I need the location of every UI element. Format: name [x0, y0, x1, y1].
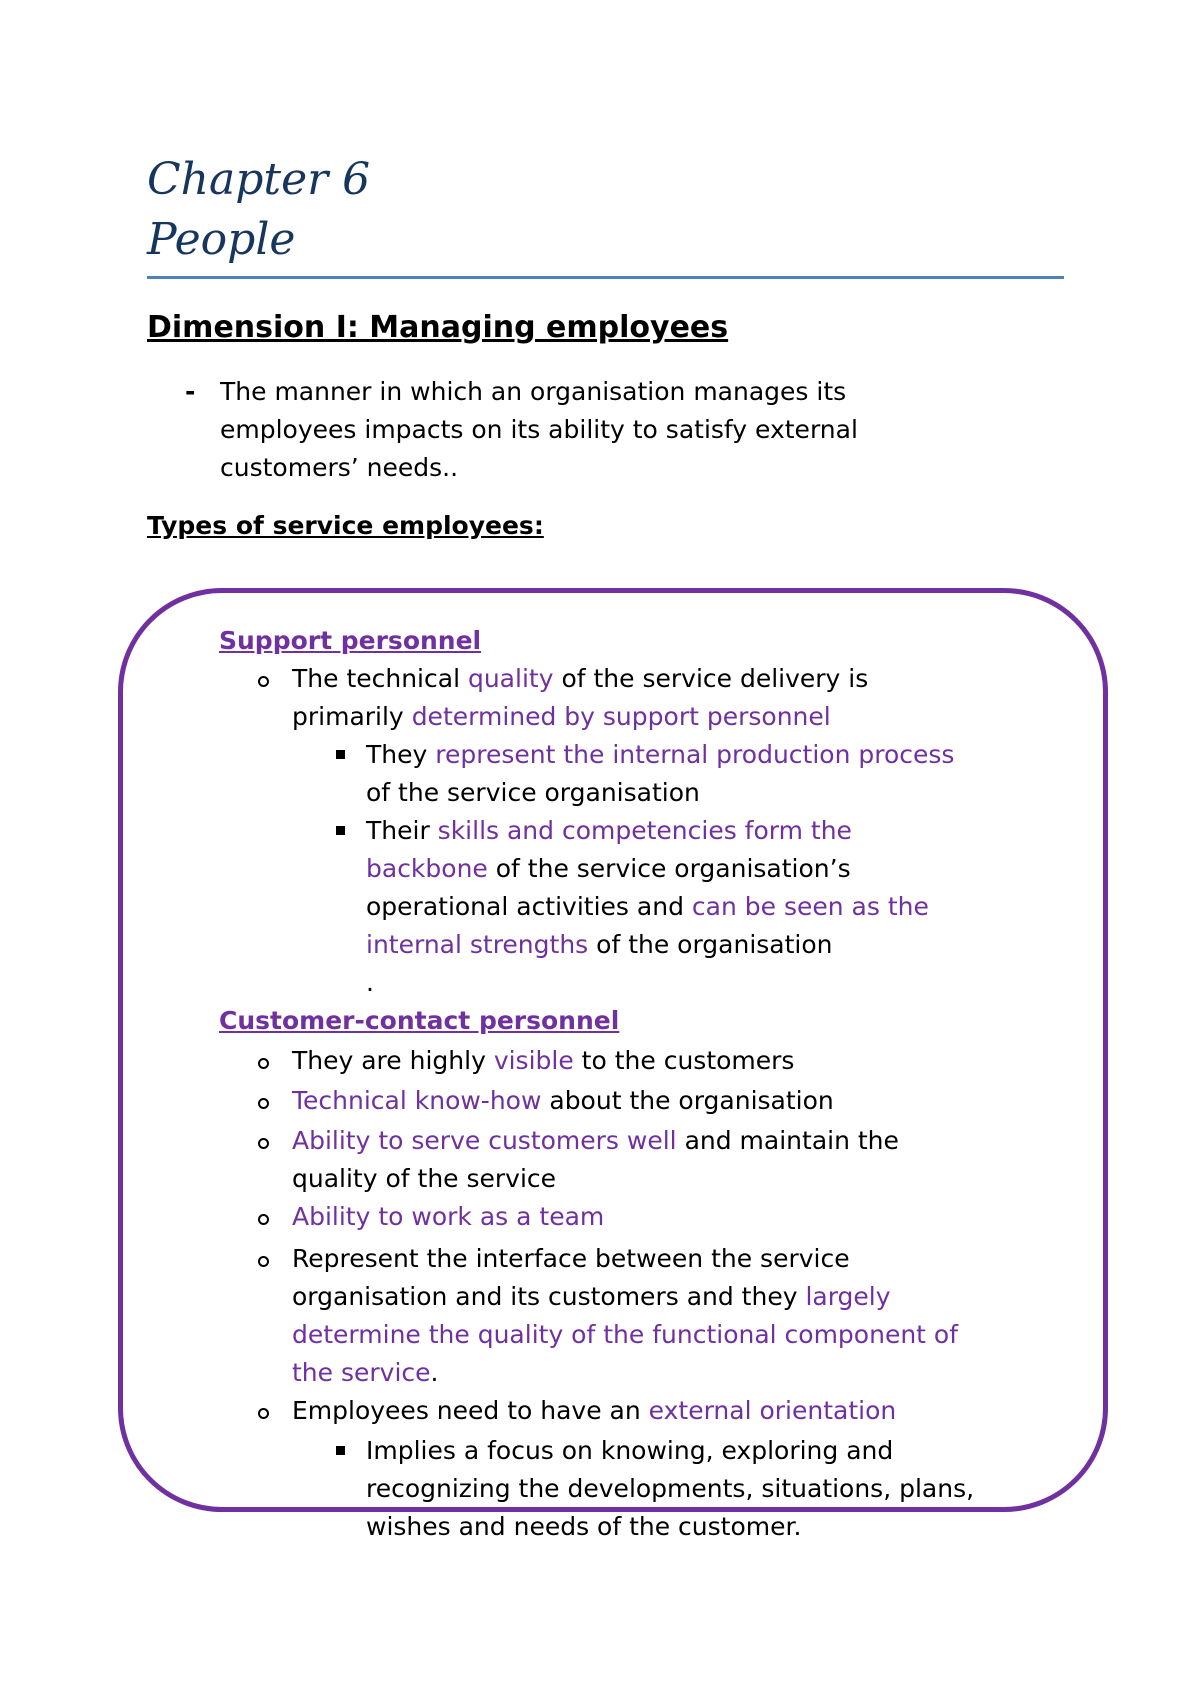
contact-point-4: Ability to work as a team: [292, 1202, 605, 1231]
contact-point-5-line-2: organisation and its customers and they largely: [292, 1282, 891, 1311]
square-bullet-icon: [336, 750, 345, 759]
support-subpoint-2-line-3: operational activities and can be seen as the: [366, 892, 929, 921]
support-subpoint-2-line-2: backbone of the service organisation’s: [366, 854, 851, 883]
contact-point-1: They are highly visible to the customers: [292, 1046, 795, 1075]
contact-point-5-line-1: Represent the interface between the service: [292, 1244, 850, 1273]
support-subpoint-2-line-1: Their skills and competencies form the: [366, 816, 852, 845]
intro-line: The manner in which an organisation manages its: [220, 377, 847, 406]
circle-bullet-icon: [258, 1408, 269, 1419]
types-heading: Types of service employees:: [147, 511, 544, 540]
support-subpoint-2-line-4: internal strengths of the organisation: [366, 930, 833, 959]
circle-bullet-icon: [258, 1058, 269, 1069]
contact-point-5-line-4: the service.: [292, 1358, 439, 1387]
dash-bullet: -: [185, 377, 196, 406]
circle-bullet-icon: [258, 1098, 269, 1109]
circle-bullet-icon: [258, 1138, 269, 1149]
contact-point-6: Employees need to have an external orientation: [292, 1396, 897, 1425]
chapter-title: [147, 150, 370, 270]
customer-contact-heading: Customer-contact personnel: [219, 1006, 620, 1035]
chapter-number: Chapter 6: [147, 154, 371, 205]
title-underline-rule: [147, 276, 1064, 279]
dimension-heading: Dimension I: Managing employees: [147, 310, 729, 345]
support-subpoint-1-line-2: of the service organisation: [366, 778, 700, 807]
chapter-name: People: [147, 214, 296, 265]
intro-line: employees impacts on its ability to satisfy external: [220, 415, 858, 444]
circle-bullet-icon: [258, 676, 269, 687]
contact-subpoint-line-2: recognizing the developments, situations, plans,: [366, 1474, 975, 1503]
contact-subpoint-line-1: Implies a focus on knowing, exploring and: [366, 1436, 894, 1465]
support-point-1-line-1: The technical quality of the service delivery is: [292, 664, 869, 693]
support-subpoint-1-line-1: They represent the internal production process: [366, 740, 955, 769]
circle-bullet-icon: [258, 1256, 269, 1267]
stray-period: .: [366, 968, 374, 997]
support-personnel-heading: Support personnel: [219, 626, 482, 655]
intro-line: customers’ needs..: [220, 453, 459, 482]
contact-point-3-line-1: Ability to serve customers well and maintain the: [292, 1126, 899, 1155]
intro-text: [220, 373, 1020, 487]
square-bullet-icon: [336, 826, 345, 835]
contact-point-5-line-3: determine the quality of the functional component of: [292, 1320, 959, 1349]
circle-bullet-icon: [258, 1214, 269, 1225]
support-point-1-line-2: primarily determined by support personnel: [292, 702, 831, 731]
contact-subpoint-line-3: wishes and needs of the customer.: [366, 1512, 802, 1541]
square-bullet-icon: [336, 1446, 345, 1455]
contact-point-3-line-2: quality of the service: [292, 1164, 557, 1193]
contact-point-2: Technical know-how about the organisation: [292, 1086, 834, 1115]
